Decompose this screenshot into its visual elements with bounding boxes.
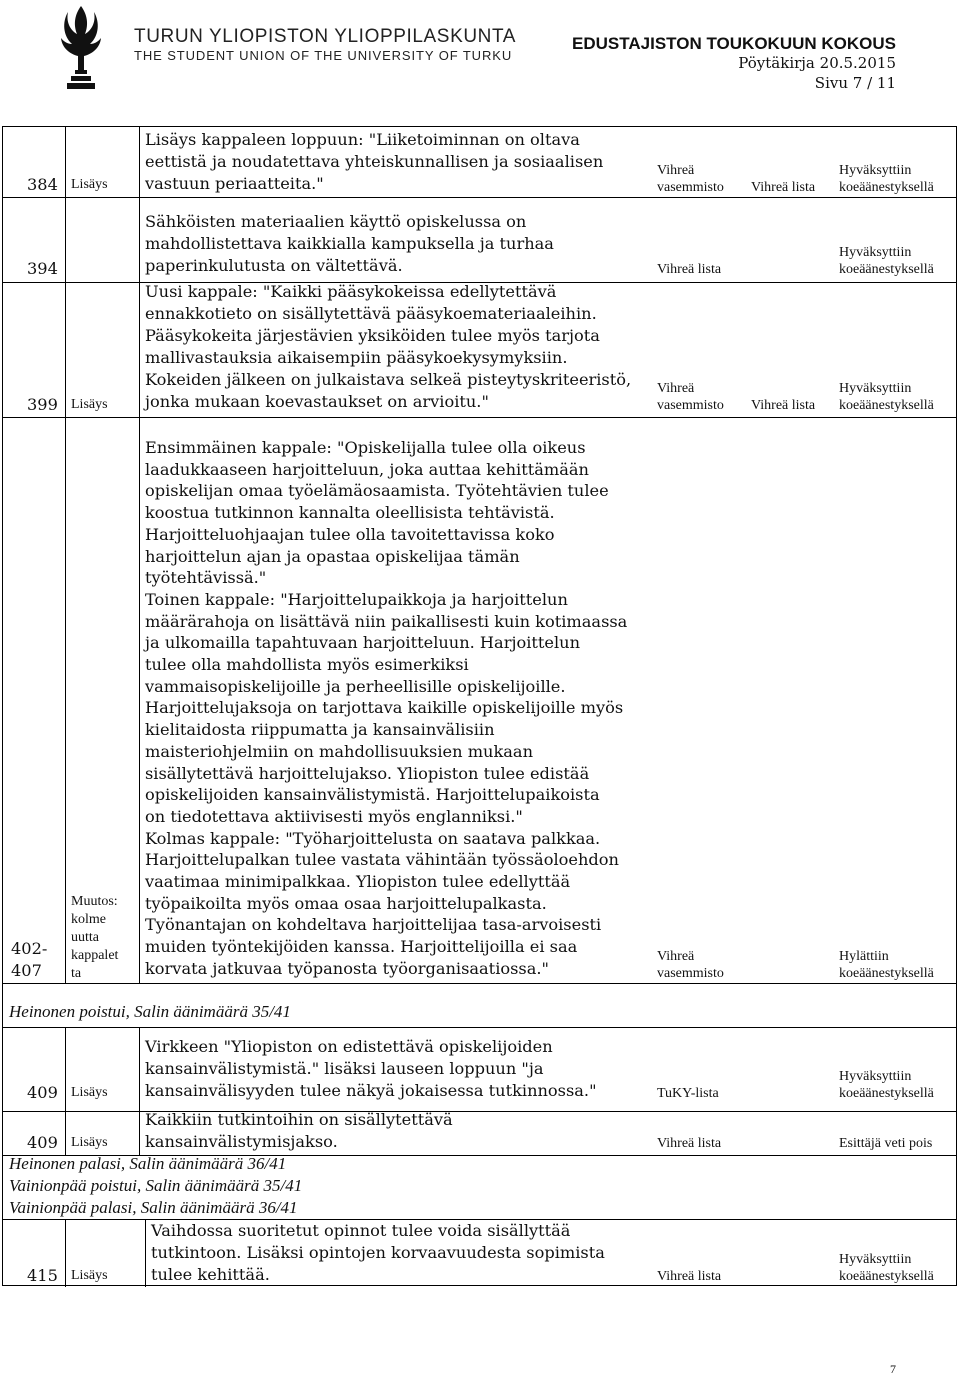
row-text-line: opiskelijoiden kansainvälistymistä. Harjoittelupaikoista [145,785,600,805]
row-type: Lisäys [71,397,108,412]
proposer: Vihreä lista [657,1269,722,1284]
row-type: Lisäys [71,1268,108,1283]
row-text-line: Kokeiden jälkeen on julkaistava selkeä pisteytyskriteeristö, [145,370,632,389]
org-name-english: THE STUDENT UNION OF THE UNIVERSITY OF TURKU [134,48,513,63]
row-text-line: määrärahoja on lisättävä niin paikallisesti kuin kotimaassa [145,611,628,631]
column-divider [139,1027,140,1155]
column-divider [65,1027,66,1155]
row-text-line: kansainvälistymisjakso. [145,1132,338,1151]
supporter: Vihreä lista [751,398,816,413]
column-divider [139,127,140,983]
row-number: 407 [11,961,42,980]
result: Hyväksyttiin [839,1069,912,1084]
row-text-line: on tiedotettava aktiivisesti myös englanniksi." [145,806,523,826]
row-text-line: sisällytettävä harjoittelujakso. Yliopiston tulee edistää [145,763,590,783]
result: koeäänestyksellä [839,398,934,413]
row-text-line: Kolmas kappale: "Työharjoittelusta on saatava palkkaa. [145,828,601,848]
row-type: Lisäys [71,1135,108,1150]
row-text-line: vammaisopiskelijoille ja perheellisille opiskelijoille. [145,676,566,696]
row-text-line: maisteriohjelmiin on mahdollisuuksien mukaan [145,741,534,761]
page-number: Sivu 7 / 11 [814,74,896,92]
footer-page-number: 7 [890,1362,896,1376]
row-text-line: korvata jatkuvaa työpanosta työorganisaatiossa." [145,958,549,978]
result: koeäänestyksellä [839,966,934,981]
row-text-line: Toinen kappale: "Harjoittelupaikkoja ja harjoittelun [145,589,568,609]
row-text-line: opiskelijan omaa työelämäosaamista. Työtehtävien tulee [145,481,609,501]
row-type: kappalet [71,948,119,963]
row-text-line: paperinkulutusta on vältettävä. [145,256,403,275]
result: Hylättiin [839,949,889,964]
row-divider [3,197,956,198]
row-text-line: laadukkaaseen harjoitteluun, joka auttaa kehittämään [145,459,589,479]
attendance-note: Vainionpää palasi, Salin äänimäärä 36/41 [9,1198,298,1217]
row-text-line: mahdollistettava kaikkialla kampuksella ja turhaa [145,234,554,253]
row-divider [3,1027,956,1028]
row-text-line: Työnantajan on kohdeltava harjoittelijaa tasa-arvoisesti [145,915,602,935]
row-text-line: Kaikkiin tutkintoihin on sisällytettävä [145,1110,453,1129]
row-number: 394 [27,259,58,278]
row-type: Muutos: [71,894,118,909]
row-text-line: ja ulkomailla tapahtuvaan harjoitteluun. Harjoittelun [145,633,580,653]
row-number: 384 [27,175,58,194]
row-text-line: muiden työntekijöiden kanssa. Harjoittelijoilla ei saa [145,937,578,957]
meeting-title: EDUSTAJISTON TOUKOKUUN KOKOUS [572,34,896,53]
student-union-logo [58,4,104,90]
result: Hyväksyttiin [839,1252,912,1267]
row-type: Lisäys [71,1085,108,1100]
proposer: vasemmisto [657,966,724,981]
supporter: Vihreä lista [751,180,816,195]
result: Hyväksyttiin [839,381,912,396]
amendments-table [2,126,957,1286]
result: koeäänestyksellä [839,180,934,195]
row-text-line: Pääsykokeita järjestävien yksiköiden tulee myös tarjota [145,326,600,345]
row-text-line: ennakkotieto on sisällytettävä pääsykoemateriaaleihin. [145,304,597,323]
row-divider [3,417,956,418]
proposer: TuKY-lista [657,1086,719,1101]
row-text-line: tulee olla mahdollista myös esimerkiksi [145,655,469,674]
row-type: Lisäys [71,177,108,192]
result: koeäänestyksellä [839,1086,934,1101]
proposer: Vihreä lista [657,262,722,277]
result: Hyväksyttiin [839,245,912,260]
row-text-line: eettistä ja noudatettava yhteiskunnallisen ja sosiaalisen [145,152,604,171]
row-text-line: kielitaidosta riippumatta ja kansainvälisiin [145,720,495,740]
row-number: 415 [27,1266,58,1285]
row-text-line: Uusi kappale: "Kaikki pääsykokeissa edellytettävä [145,282,557,301]
row-text-line: Harjoitteluohjaajan tulee olla tavoitettavissa koko [145,524,555,544]
row-number: 402- [11,939,48,958]
proposer: Vihreä [657,381,695,396]
column-divider [65,127,66,983]
row-type: uutta [71,930,99,945]
proposer: vasemmisto [657,398,724,413]
row-divider [3,983,956,984]
row-text-line: Lisäys kappaleen loppuun: "Liiketoiminnan on oltava [145,130,580,149]
row-text-line: työpaikoilta myös omaa osaa harjoittelupalkasta. [145,893,547,913]
column-divider [145,1219,146,1287]
minutes-date: Pöytäkirja 20.5.2015 [738,54,896,72]
row-text-line: kansainvälistymistä." lisäksi lauseen loppuun "ja [145,1059,544,1078]
org-name: TURUN YLIOPISTON YLIOPPILASKUNTA [134,26,517,47]
result: koeäänestyksellä [839,1269,934,1284]
row-number: 409 [27,1083,58,1102]
column-divider [65,1219,66,1287]
row-text-line: jonka mukaan koevastaukset on arvioitu." [145,392,489,411]
row-text-line: koostua tutkinnon kannalta oleellisista tehtävistä. [145,503,555,523]
row-text-line: vastuun periaatteita." [145,174,324,193]
row-text-line: työtehtävissä." [145,568,267,588]
row-text-line: kansainvälisyyden tulee näkyä jokaisessa tutkinnossa." [145,1081,597,1100]
proposer: vasemmisto [657,180,724,195]
row-text-line: tutkintoon. Lisäksi opintojen korvaavuudesta sopimista [151,1243,605,1262]
attendance-note: Vainionpää poistui, Salin äänimäärä 35/41 [9,1176,303,1195]
result: Esittäjä veti pois [839,1136,933,1151]
proposer: Vihreä [657,163,695,178]
row-text-line: Virkkeen "Yliopiston on edistettävä opiskelijoiden [145,1037,553,1056]
result: koeäänestyksellä [839,262,934,277]
row-text-line: Vaihdossa suoritetut opinnot tulee voida sisällyttää [151,1221,571,1240]
row-text-line: Harjoittelupalkan tulee vastata vähintään työssäoloehdon [145,850,619,870]
row-number: 409 [27,1133,58,1152]
proposer: Vihreä lista [657,1136,722,1151]
proposer: Vihreä [657,949,695,964]
result: Hyväksyttiin [839,163,912,178]
row-text-line: vaatimaa minimipalkkaa. Yliopiston tulee edellyttää [145,872,571,891]
row-text-line: Sähköisten materiaalien käyttö opiskelussa on [145,212,527,231]
row-number: 399 [27,395,58,414]
row-text-line: Harjoittelujaksoja on tarjottava kaikille opiskelijoille myös [145,698,624,718]
row-type: ta [71,966,82,981]
row-type: kolme [71,912,106,927]
attendance-note: Heinonen palasi, Salin äänimäärä 36/41 [9,1154,287,1173]
attendance-note: Heinonen poistui, Salin äänimäärä 35/41 [9,1002,291,1021]
row-text-line: harjoittelun ajan ja opastaa opiskelijaa tämän [145,546,520,566]
row-text-line: Ensimmäinen kappale: "Opiskelijalla tulee olla oikeus [145,438,586,457]
row-text-line: mallivastauksia aikaisempiin pääsykoekysymyksiin. [145,348,568,367]
row-text-line: tulee kehittää. [151,1265,270,1284]
